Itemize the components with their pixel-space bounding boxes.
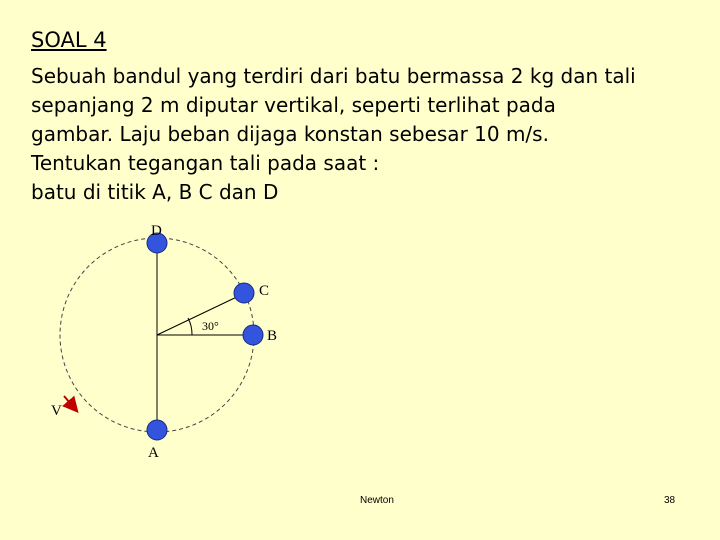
label-d: D — [151, 223, 162, 239]
radius-line-c — [157, 294, 243, 335]
footer-topic: Newton — [360, 495, 394, 506]
problem-line: gambar. Laju beban dijaga konstan sebesar 10 m/s. — [31, 122, 549, 146]
problem-line: Sebuah bandul yang terdiri dari batu bermassa 2 kg dan tali — [31, 64, 636, 88]
problem-line: batu di titik A, B C dan D — [31, 180, 279, 204]
label-c: C — [259, 283, 270, 299]
page-number: 38 — [664, 495, 676, 506]
velocity-arrow — [64, 396, 76, 410]
ball-a — [147, 420, 167, 440]
label-b: B — [267, 328, 278, 344]
ball-c — [234, 283, 254, 303]
label-v: V — [51, 403, 62, 419]
angle-arc — [188, 318, 192, 335]
problem-line: sepanjang 2 m diputar vertikal, seperti terlihat pada — [31, 93, 556, 117]
problem-line: Tentukan tegangan tali pada saat : — [31, 151, 380, 175]
slide-title: SOAL 4 — [31, 28, 107, 52]
label-a: A — [148, 445, 159, 461]
angle-label: 30° — [202, 319, 219, 333]
ball-b — [243, 325, 263, 345]
